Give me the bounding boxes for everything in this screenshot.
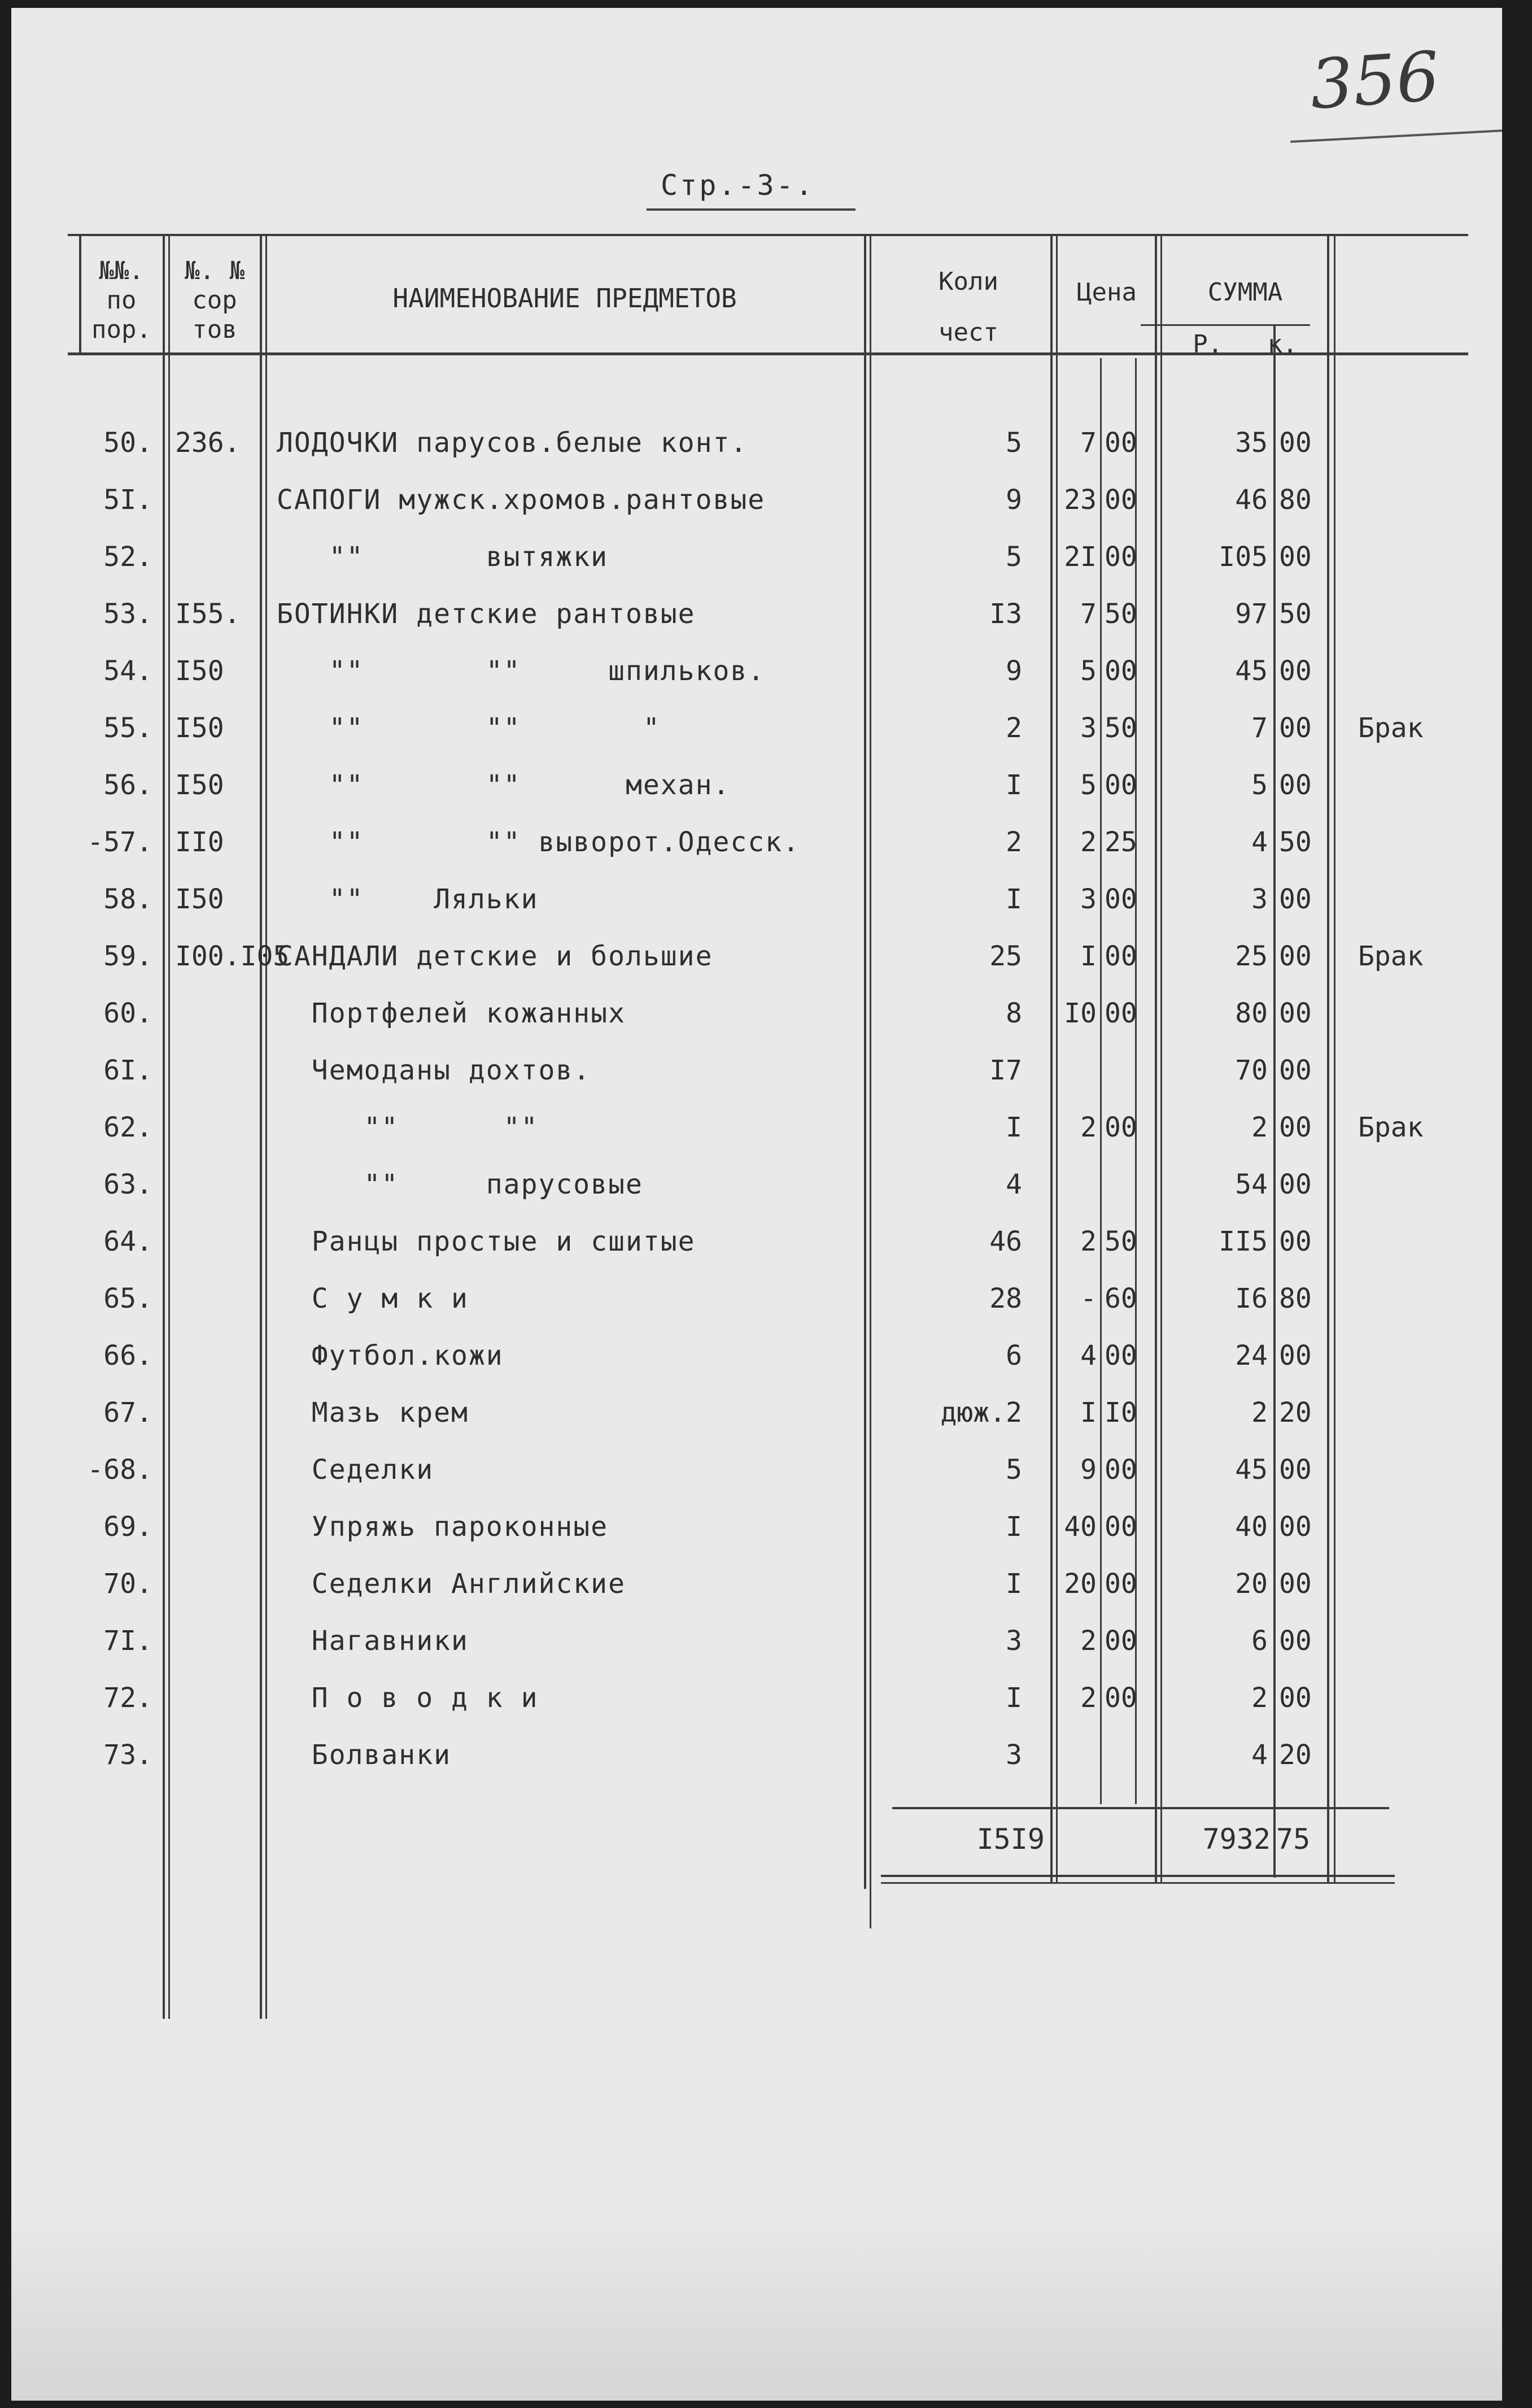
- row-quantity: 9: [1006, 484, 1022, 516]
- row-quantity: дюж.2: [940, 1397, 1022, 1429]
- row-sum-rubles: 80: [1235, 998, 1268, 1029]
- row-article: I50: [175, 712, 224, 744]
- row-number: 64.: [103, 1226, 152, 1257]
- row-item-name: П о в о д к и: [277, 1682, 539, 1714]
- row-sum-rubles: 3: [1251, 883, 1268, 915]
- row-number: 63.: [103, 1169, 152, 1200]
- row-sum-kopecks: 00: [1279, 998, 1312, 1029]
- row-price-rubles: 7: [1080, 598, 1097, 630]
- header-num: №№. по пор.: [91, 256, 151, 344]
- row-item-name: САПОГИ мужск.хромов.рантовые: [277, 484, 766, 516]
- row-sum-kopecks: 00: [1279, 1682, 1312, 1714]
- row-article: II0: [175, 826, 224, 858]
- row-sum-rubles: 4: [1251, 826, 1268, 858]
- row-sum-rubles: 2: [1251, 1397, 1268, 1429]
- row-sum-rubles: 46: [1235, 484, 1268, 516]
- row-item-name: Ранцы простые и сшитые: [277, 1226, 696, 1257]
- header-name: НАИМЕНОВАНИЕ ПРЕДМЕТОВ: [392, 283, 737, 313]
- row-price-rubles: 3: [1080, 883, 1097, 915]
- row-quantity: I: [1006, 1682, 1022, 1714]
- row-quantity: 28: [989, 1283, 1022, 1314]
- col-rule-art-2: [265, 234, 267, 2019]
- row-sum-kopecks: 00: [1279, 1454, 1312, 1486]
- row-sum-rubles: 45: [1235, 1454, 1268, 1486]
- row-price-kopecks: 50: [1105, 1226, 1137, 1257]
- page-label: Стр.-3-.: [661, 169, 815, 202]
- row-number: 70.: [103, 1568, 152, 1600]
- row-sum-kopecks: 00: [1279, 1625, 1312, 1657]
- row-sum-rubles: 25: [1235, 940, 1268, 972]
- row-price-rubles: I: [1080, 1397, 1097, 1429]
- document-sheet: [11, 8, 1502, 2401]
- row-sum-rubles: II5: [1219, 1226, 1268, 1257]
- row-price-rubles: 2: [1080, 826, 1097, 858]
- row-price-rubles: I0: [1064, 998, 1097, 1029]
- row-number: 6I.: [103, 1055, 152, 1086]
- row-quantity: I: [1006, 1568, 1022, 1600]
- col-rule-price-split: [1100, 358, 1102, 1804]
- row-item-name: "" "": [277, 1112, 539, 1143]
- row-quantity: I: [1006, 883, 1022, 915]
- row-item-name: "" "" шпильков.: [277, 655, 766, 687]
- row-note: Брак: [1358, 1112, 1424, 1143]
- row-quantity: 5: [1006, 1454, 1022, 1486]
- row-quantity: 5: [1006, 541, 1022, 573]
- row-price-kopecks: 00: [1105, 769, 1137, 801]
- row-sum-kopecks: 00: [1279, 712, 1312, 744]
- row-price-kopecks: 00: [1105, 1682, 1137, 1714]
- row-item-name: ЛОДОЧКИ парусов.белые конт.: [277, 427, 748, 459]
- row-article: I00.I05: [175, 940, 290, 972]
- row-price-kopecks: 60: [1105, 1283, 1137, 1314]
- row-sum-rubles: 97: [1235, 598, 1268, 630]
- sheet-number-stamp: 356: [1307, 37, 1442, 125]
- row-number: 73.: [103, 1739, 152, 1771]
- row-price-rubles: 4: [1080, 1340, 1097, 1371]
- row-sum-rubles: I05: [1219, 541, 1268, 573]
- row-item-name: Портфелей кожанных: [277, 998, 626, 1029]
- row-price-rubles: I: [1080, 940, 1097, 972]
- row-quantity: I3: [989, 598, 1022, 630]
- row-price-rubles: 20: [1064, 1568, 1097, 1600]
- row-price-rubles: 40: [1064, 1511, 1097, 1543]
- row-number: 58.: [103, 883, 152, 915]
- sum-subheader-rule: [1141, 324, 1310, 326]
- row-price-rubles: 2: [1080, 1112, 1097, 1143]
- row-price-kopecks: 00: [1105, 883, 1137, 915]
- row-item-name: Мазь крем: [277, 1397, 469, 1429]
- row-price-kopecks: 50: [1105, 712, 1137, 744]
- header-qty: Коли чест: [939, 267, 998, 347]
- col-rule-sum-split: [1273, 324, 1276, 1878]
- row-sum-rubles: 4: [1251, 1739, 1268, 1771]
- row-article: I55.: [175, 598, 241, 630]
- row-number: 54.: [103, 655, 152, 687]
- row-sum-rubles: 2: [1251, 1112, 1268, 1143]
- row-number: 62.: [103, 1112, 152, 1143]
- row-item-name: Чемоданы дохтов.: [277, 1055, 591, 1086]
- row-price-rubles: 5: [1080, 655, 1097, 687]
- row-quantity: 3: [1006, 1739, 1022, 1771]
- row-quantity: 5: [1006, 427, 1022, 459]
- row-sum-rubles: 54: [1235, 1169, 1268, 1200]
- row-sum-kopecks: 00: [1279, 427, 1312, 459]
- row-item-name: "" парусовые: [277, 1169, 643, 1200]
- row-price-kopecks: 00: [1105, 1454, 1137, 1486]
- row-price-rubles: 5: [1080, 769, 1097, 801]
- row-quantity: 2: [1006, 826, 1022, 858]
- row-sum-kopecks: 80: [1279, 484, 1312, 516]
- page-label-underline: [647, 208, 856, 211]
- row-price-kopecks: 00: [1105, 541, 1137, 573]
- total-qty: I5I9: [976, 1823, 1045, 1856]
- header-sum-sub: Р. к.: [1193, 330, 1298, 359]
- row-quantity: 9: [1006, 655, 1022, 687]
- row-item-name: Нагавники: [277, 1625, 469, 1657]
- col-rule-price: [1155, 234, 1157, 1883]
- row-sum-rubles: 70: [1235, 1055, 1268, 1086]
- row-sum-kopecks: 00: [1279, 1169, 1312, 1200]
- row-price-kopecks: I0: [1105, 1397, 1137, 1429]
- total-bottom-rule: [881, 1875, 1395, 1877]
- row-price-kopecks: 25: [1105, 826, 1137, 858]
- row-quantity: 8: [1006, 998, 1022, 1029]
- row-number: 59.: [103, 940, 152, 972]
- row-item-name: "" вытяжки: [277, 541, 609, 573]
- stamp-underline: [1290, 129, 1502, 143]
- header-sum: СУММА: [1207, 278, 1283, 307]
- row-sum-rubles: 7: [1251, 712, 1268, 744]
- row-sum-rubles: 5: [1251, 769, 1268, 801]
- row-item-name: "" "" ": [277, 712, 661, 744]
- row-article: 236.: [175, 427, 241, 459]
- row-sum-rubles: 24: [1235, 1340, 1268, 1371]
- row-number: 52.: [103, 541, 152, 573]
- row-price-kopecks: 00: [1105, 940, 1137, 972]
- row-price-rubles: -: [1080, 1283, 1097, 1314]
- header-price: Цена: [1077, 278, 1137, 307]
- row-number: 67.: [103, 1397, 152, 1429]
- row-item-name: Футбол.кожи: [277, 1340, 504, 1371]
- header-top-rule: [68, 234, 1468, 236]
- row-price-rubles: 2: [1080, 1625, 1097, 1657]
- row-sum-rubles: 6: [1251, 1625, 1268, 1657]
- row-article: I50: [175, 883, 224, 915]
- row-sum-kopecks: 20: [1279, 1739, 1312, 1771]
- row-sum-rubles: 20: [1235, 1568, 1268, 1600]
- row-price-rubles: 2I: [1064, 541, 1097, 573]
- total-sum-kopecks: 75: [1276, 1823, 1311, 1856]
- row-number: 50.: [103, 427, 152, 459]
- row-item-name: "" "" выворот.Одесск.: [277, 826, 800, 858]
- row-item-name: "" "" механ.: [277, 769, 731, 801]
- row-item-name: С у м к и: [277, 1283, 469, 1314]
- row-quantity: 6: [1006, 1340, 1022, 1371]
- row-quantity: 4: [1006, 1169, 1022, 1200]
- row-price-kopecks: 00: [1105, 1568, 1137, 1600]
- row-quantity: I: [1006, 1112, 1022, 1143]
- row-number: 55.: [103, 712, 152, 744]
- header-art: №. № сор тов: [185, 256, 245, 344]
- row-note: Брак: [1358, 940, 1424, 972]
- row-sum-rubles: 40: [1235, 1511, 1268, 1543]
- row-quantity: I7: [989, 1055, 1022, 1086]
- total-double-rule: [881, 1882, 1395, 1884]
- row-price-kopecks: 00: [1105, 998, 1137, 1029]
- row-sum-kopecks: 00: [1279, 1511, 1312, 1543]
- row-quantity: 46: [989, 1226, 1022, 1257]
- row-price-kopecks: 00: [1105, 1340, 1137, 1371]
- row-price-kopecks: 00: [1105, 655, 1137, 687]
- row-item-name: Седелки Английские: [277, 1568, 626, 1600]
- row-price-kopecks: 50: [1105, 598, 1137, 630]
- row-quantity: I: [1006, 1511, 1022, 1543]
- row-number: 53.: [103, 598, 152, 630]
- row-number: 56.: [103, 769, 152, 801]
- row-price-kopecks: 00: [1105, 1511, 1137, 1543]
- row-number: 69.: [103, 1511, 152, 1543]
- row-price-rubles: 2: [1080, 1682, 1097, 1714]
- row-number: 72.: [103, 1682, 152, 1714]
- col-rule-num: [163, 234, 165, 2019]
- row-price-kopecks: 00: [1105, 1112, 1137, 1143]
- row-item-name: САНДАЛИ детские и большие: [277, 940, 713, 972]
- row-sum-rubles: I6: [1235, 1283, 1268, 1314]
- row-price-rubles: 7: [1080, 427, 1097, 459]
- row-number: 7I.: [103, 1625, 152, 1657]
- row-number: 66.: [103, 1340, 152, 1371]
- row-sum-kopecks: 50: [1279, 826, 1312, 858]
- row-price-rubles: 3: [1080, 712, 1097, 744]
- col-rule-sum: [1327, 234, 1329, 1883]
- row-price-rubles: 23: [1064, 484, 1097, 516]
- total-sum-rubles: 7932: [1202, 1823, 1271, 1856]
- row-article: I50: [175, 769, 224, 801]
- row-sum-kopecks: 00: [1279, 1226, 1312, 1257]
- total-top-rule: [892, 1807, 1389, 1809]
- row-sum-kopecks: 00: [1279, 940, 1312, 972]
- row-sum-rubles: 45: [1235, 655, 1268, 687]
- row-item-name: "" Ляльки: [277, 883, 539, 915]
- col-rule-price-2: [1160, 234, 1162, 1883]
- row-price-rubles: 2: [1080, 1226, 1097, 1257]
- row-sum-kopecks: 00: [1279, 655, 1312, 687]
- row-sum-kopecks: 00: [1279, 1340, 1312, 1371]
- row-sum-kopecks: 00: [1279, 1568, 1312, 1600]
- row-sum-kopecks: 20: [1279, 1397, 1312, 1429]
- col-rule-sum-2: [1334, 234, 1335, 1883]
- row-sum-rubles: 2: [1251, 1682, 1268, 1714]
- row-sum-kopecks: 00: [1279, 1112, 1312, 1143]
- row-number: -68.: [87, 1454, 152, 1486]
- row-sum-kopecks: 00: [1279, 769, 1312, 801]
- row-sum-kopecks: 00: [1279, 1055, 1312, 1086]
- row-sum-kopecks: 80: [1279, 1283, 1312, 1314]
- row-number: 65.: [103, 1283, 152, 1314]
- row-price-kopecks: 00: [1105, 484, 1137, 516]
- row-article: I50: [175, 655, 224, 687]
- row-number: -57.: [87, 826, 152, 858]
- row-price-kopecks: 00: [1105, 427, 1137, 459]
- row-sum-kopecks: 50: [1279, 598, 1312, 630]
- row-note: Брак: [1358, 712, 1424, 744]
- row-quantity: 2: [1006, 712, 1022, 744]
- row-number: 5I.: [103, 484, 152, 516]
- row-price-kopecks: 00: [1105, 1625, 1137, 1657]
- col-rule-art: [260, 234, 262, 2019]
- row-sum-kopecks: 00: [1279, 541, 1312, 573]
- col-rule-num-2: [168, 234, 170, 2019]
- row-sum-rubles: 35: [1235, 427, 1268, 459]
- row-number: 60.: [103, 998, 152, 1029]
- row-item-name: Седелки: [277, 1454, 434, 1486]
- row-sum-kopecks: 00: [1279, 883, 1312, 915]
- row-item-name: Болванки: [277, 1739, 451, 1771]
- row-quantity: 3: [1006, 1625, 1022, 1657]
- row-quantity: 25: [989, 940, 1022, 972]
- row-price-rubles: 9: [1080, 1454, 1097, 1486]
- row-item-name: Упряжь пароконные: [277, 1511, 609, 1543]
- row-item-name: БОТИНКИ детские рантовые: [277, 598, 696, 630]
- row-quantity: I: [1006, 769, 1022, 801]
